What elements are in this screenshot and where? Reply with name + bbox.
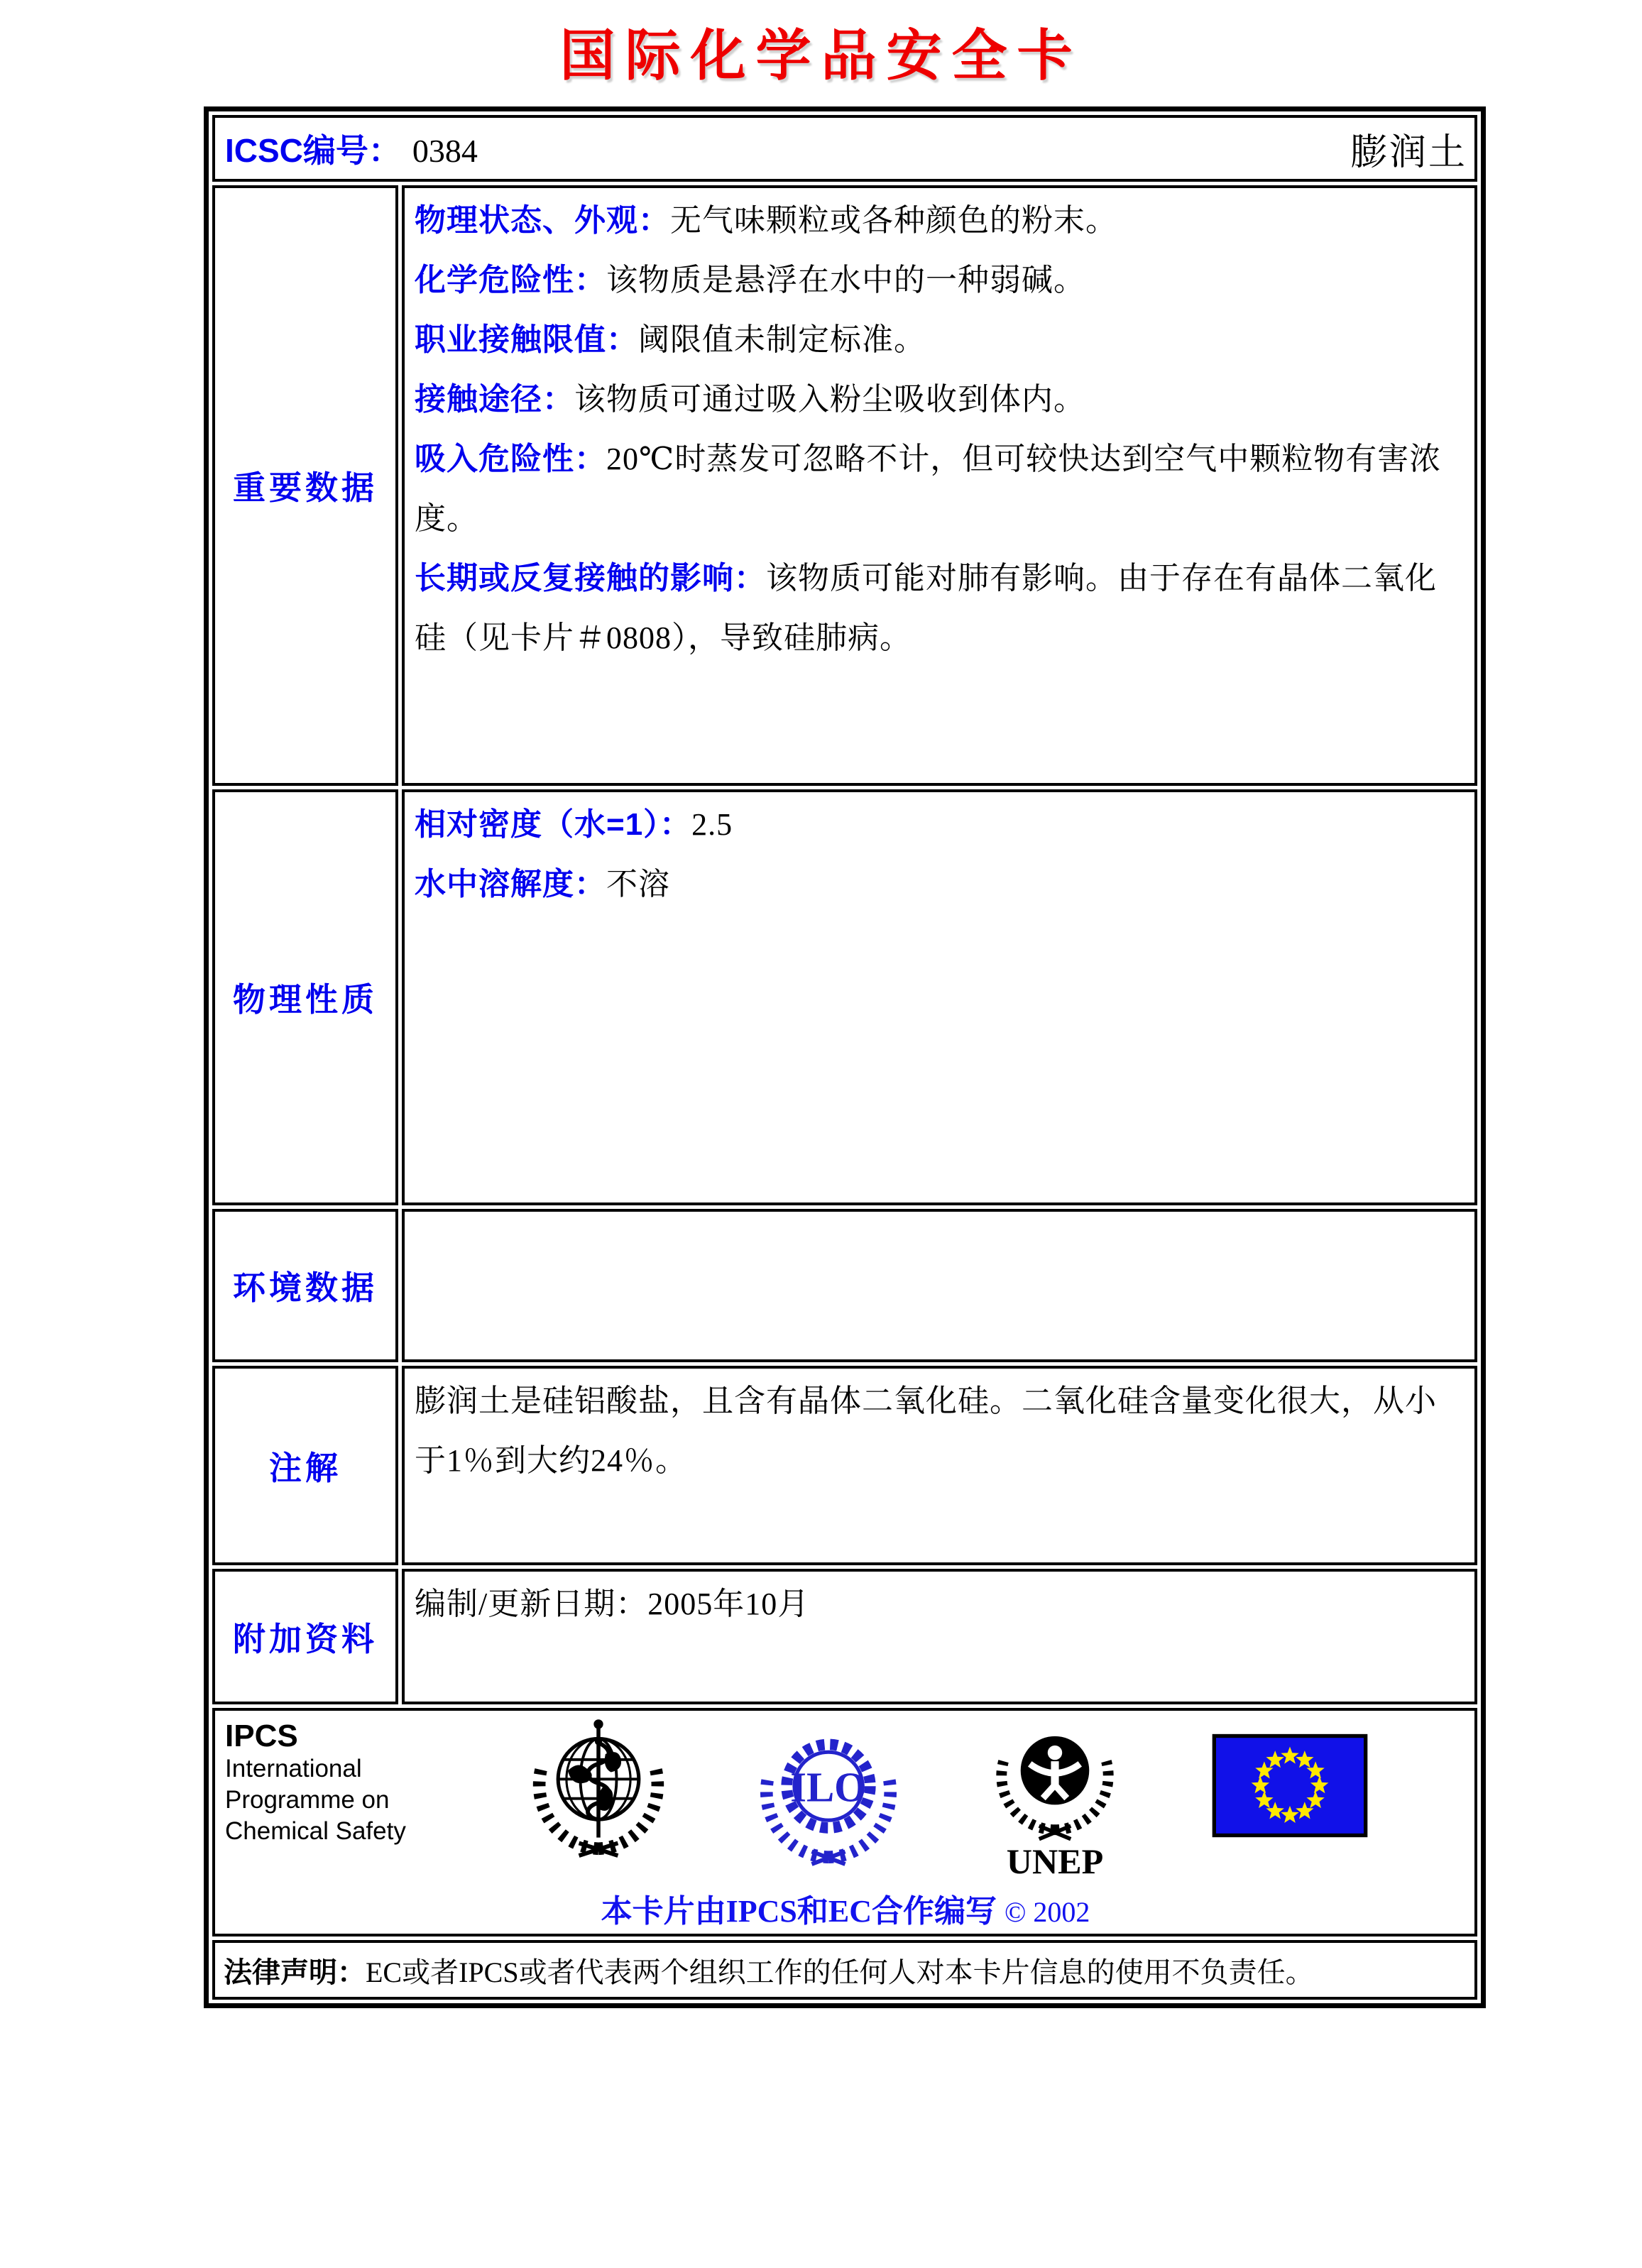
ipcs-acronym: IPCS xyxy=(225,1719,298,1753)
important-data-item xyxy=(415,429,1466,549)
substance-name: 膨润土 xyxy=(1350,132,1467,173)
item-text: 该物质可通过吸入粉尘吸收到体内。 xyxy=(574,382,1085,417)
important-data-row xyxy=(212,185,1477,786)
row-label-additional-info: 附加资料 xyxy=(212,1569,398,1704)
additional-info-row xyxy=(212,1569,1477,1704)
environmental-data-content xyxy=(402,1209,1477,1362)
icsc-number-value: 0384 xyxy=(412,133,478,169)
header-row xyxy=(212,115,1477,182)
item-label: 长期或反复接触的影响： xyxy=(415,561,766,596)
credit-main-text: 本卡片由IPCS和EC合作编写 xyxy=(601,1894,997,1929)
safety-card-table xyxy=(204,106,1486,2008)
item-text: 该物质是悬浮在水中的一种弱碱。 xyxy=(606,263,1085,297)
notes-content: 膨润土是硅铝酸盐，且含有晶体二氧化硅。二氧化硅含量变化很大，从小于1％到大约24％。 xyxy=(402,1366,1477,1565)
item-label: 职业接触限值： xyxy=(415,322,638,357)
footer-cell xyxy=(212,1708,1477,1936)
header-cell xyxy=(212,115,1477,182)
eu-flag xyxy=(1212,1733,1368,1838)
credit-text xyxy=(224,1885,1467,1931)
item-text: 阈限值未制定标准。 xyxy=(638,322,926,357)
item-text: 该物质可能对肺有影响。由于存在有晶体二氧化硅（见卡片＃0808），导致硅肺病。 xyxy=(415,561,1437,655)
logos-row xyxy=(224,1715,1467,1883)
footer-row xyxy=(212,1708,1477,1936)
environmental-data-row xyxy=(212,1209,1477,1362)
unep-logo-text: UNEP xyxy=(1006,1841,1104,1881)
legal-text: EC或者IPCS或者代表两个组织工作的任何人对本卡片信息的使用不负责任。 xyxy=(366,1956,1314,1988)
physical-property-item xyxy=(415,795,1466,855)
item-label: 物理状态、外观： xyxy=(415,203,670,238)
notes-row xyxy=(212,1366,1477,1565)
important-data-content xyxy=(402,185,1477,786)
legal-cell xyxy=(212,1940,1477,2000)
ilo-logo-text: ILO xyxy=(790,1764,867,1811)
important-data-item xyxy=(415,370,1466,429)
physical-properties-content xyxy=(402,789,1477,1205)
ipcs-line: International xyxy=(225,1755,362,1782)
icsc-number-group xyxy=(225,125,478,172)
row-label-environmental-data: 环境数据 xyxy=(212,1209,398,1362)
unep-logo xyxy=(989,1716,1121,1883)
who-logo xyxy=(529,1715,668,1863)
legal-label: 法律声明： xyxy=(224,1956,366,1988)
ilo-logo xyxy=(759,1716,898,1870)
credit-copyright: © 2002 xyxy=(1004,1896,1090,1928)
page-title: 国际化学品安全卡 xyxy=(559,25,1083,87)
item-label: 水中溶解度： xyxy=(415,867,606,902)
row-label-physical-properties: 物理性质 xyxy=(212,789,398,1205)
item-text: 不溶 xyxy=(606,867,670,902)
icsc-number-label: ICSC编号： xyxy=(225,132,401,169)
item-label: 接触途径： xyxy=(415,382,574,417)
important-data-item xyxy=(415,310,1466,370)
item-text: 无气味颗粒或各种颜色的粉末。 xyxy=(670,203,1117,238)
row-label-important-data: 重要数据 xyxy=(212,185,398,786)
row-label-notes: 注解 xyxy=(212,1366,398,1565)
item-label: 吸入危险性： xyxy=(415,442,606,476)
physical-property-item xyxy=(415,855,1466,914)
physical-properties-row xyxy=(212,789,1477,1205)
item-text: 2.5 xyxy=(691,807,733,842)
item-label: 化学危险性： xyxy=(415,263,606,297)
important-data-item xyxy=(415,549,1466,668)
additional-info-content: 编制/更新日期：2005年10月 xyxy=(402,1569,1477,1704)
ipcs-text-block xyxy=(225,1715,438,1847)
ipcs-line: Programme on xyxy=(225,1786,390,1814)
important-data-item xyxy=(415,191,1466,251)
legal-row xyxy=(212,1940,1477,2000)
ipcs-line: Chemical Safety xyxy=(225,1817,406,1845)
item-text: 20℃时蒸发可忽略不计，但可较快达到空气中颗粒物有害浓度。 xyxy=(415,442,1442,536)
important-data-item xyxy=(415,251,1466,310)
item-label: 相对密度（水=1）： xyxy=(415,807,692,842)
